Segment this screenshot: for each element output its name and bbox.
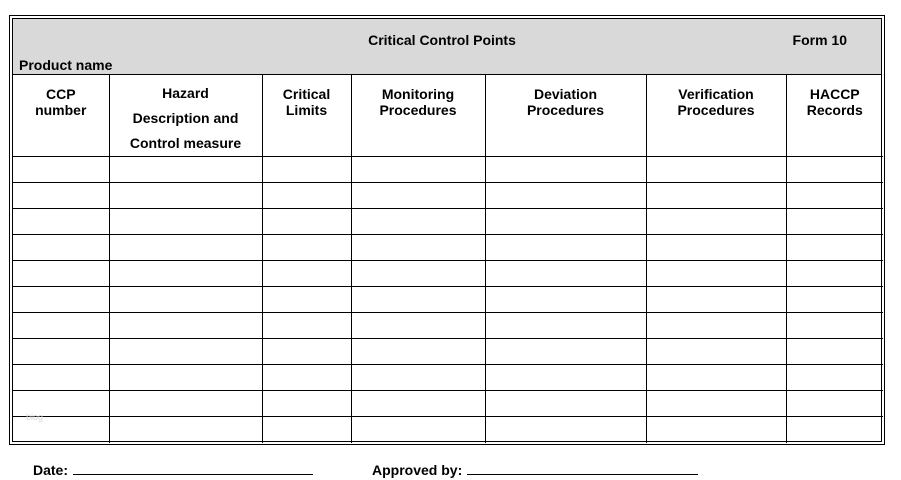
table-cell[interactable] <box>786 417 883 443</box>
table-row <box>13 339 883 365</box>
form-number: Form 10 <box>792 32 847 48</box>
table-cell[interactable] <box>13 261 109 287</box>
table-cell[interactable] <box>109 417 262 443</box>
table-cell[interactable] <box>485 365 646 391</box>
table-cell[interactable] <box>786 339 883 365</box>
table-cell[interactable] <box>485 417 646 443</box>
table-cell[interactable] <box>485 261 646 287</box>
table-cell[interactable] <box>786 235 883 261</box>
table-cell[interactable] <box>646 183 786 209</box>
table-cell[interactable] <box>351 339 485 365</box>
table-cell[interactable] <box>109 183 262 209</box>
table-cell[interactable] <box>262 235 351 261</box>
form-title: Critical Control Points <box>368 32 516 48</box>
ccp-table <box>13 75 883 443</box>
table-cell[interactable] <box>262 157 351 183</box>
table-cell[interactable] <box>262 183 351 209</box>
table-cell[interactable] <box>109 365 262 391</box>
table-cell[interactable] <box>351 287 485 313</box>
table-header-row <box>13 75 883 157</box>
table-cell[interactable] <box>13 183 109 209</box>
table-cell[interactable] <box>13 339 109 365</box>
table-cell[interactable] <box>485 209 646 235</box>
table-cell[interactable] <box>13 235 109 261</box>
table-cell[interactable] <box>646 157 786 183</box>
table-cell[interactable] <box>262 339 351 365</box>
table-row <box>13 209 883 235</box>
table-cell[interactable] <box>262 391 351 417</box>
approved-by-line[interactable] <box>467 460 698 475</box>
table-cell[interactable] <box>109 235 262 261</box>
table-cell[interactable] <box>109 339 262 365</box>
table-cell[interactable] <box>485 287 646 313</box>
watermark: blog <box>26 412 44 422</box>
column-header-critical-limits: Critical Limits <box>262 75 351 157</box>
table-body <box>13 157 883 443</box>
table-row <box>13 365 883 391</box>
table-cell[interactable] <box>485 183 646 209</box>
approved-by-label: Approved by: <box>372 462 463 478</box>
table-cell[interactable] <box>13 157 109 183</box>
table-cell[interactable] <box>485 339 646 365</box>
table-cell[interactable] <box>786 287 883 313</box>
table-cell[interactable] <box>485 157 646 183</box>
column-header-hazard: Hazard Description and Control measure <box>109 75 262 157</box>
table-cell[interactable] <box>646 339 786 365</box>
table-cell[interactable] <box>262 287 351 313</box>
table-cell[interactable] <box>351 183 485 209</box>
table-cell[interactable] <box>109 313 262 339</box>
table-cell[interactable] <box>646 261 786 287</box>
table-cell[interactable] <box>646 235 786 261</box>
date-label: Date: <box>33 462 69 478</box>
table-cell[interactable] <box>262 365 351 391</box>
table-cell[interactable] <box>351 365 485 391</box>
table-cell[interactable] <box>262 261 351 287</box>
table-cell[interactable] <box>646 417 786 443</box>
table-cell[interactable] <box>13 365 109 391</box>
table-cell[interactable] <box>13 209 109 235</box>
table-cell[interactable] <box>646 313 786 339</box>
table-cell[interactable] <box>109 261 262 287</box>
table-cell[interactable] <box>646 209 786 235</box>
table-cell[interactable] <box>351 313 485 339</box>
column-header-deviation: Deviation Procedures <box>485 75 646 157</box>
table-cell[interactable] <box>262 209 351 235</box>
table-row <box>13 417 883 443</box>
table-cell[interactable] <box>786 157 883 183</box>
table-row <box>13 157 883 183</box>
table-cell[interactable] <box>262 313 351 339</box>
table-cell[interactable] <box>109 287 262 313</box>
table-cell[interactable] <box>786 313 883 339</box>
table-cell[interactable] <box>786 209 883 235</box>
table-cell[interactable] <box>786 183 883 209</box>
table-cell[interactable] <box>485 313 646 339</box>
date-field <box>33 460 313 478</box>
ccp-form <box>12 18 882 442</box>
table-cell[interactable] <box>262 417 351 443</box>
table-cell[interactable] <box>485 391 646 417</box>
table-row <box>13 235 883 261</box>
column-header-monitoring: Monitoring Procedures <box>351 75 485 157</box>
table-cell[interactable] <box>109 209 262 235</box>
table-cell[interactable] <box>351 391 485 417</box>
form-header <box>13 19 881 75</box>
table-cell[interactable] <box>786 391 883 417</box>
table-cell[interactable] <box>786 365 883 391</box>
table-cell[interactable] <box>351 157 485 183</box>
column-header-ccp-number: CCP number <box>13 75 109 157</box>
column-header-verification: Verification Procedures <box>646 75 786 157</box>
table-cell[interactable] <box>351 235 485 261</box>
table-row <box>13 261 883 287</box>
table-cell[interactable] <box>109 391 262 417</box>
table-cell[interactable] <box>786 261 883 287</box>
table-cell[interactable] <box>646 365 786 391</box>
table-cell[interactable] <box>13 313 109 339</box>
table-row <box>13 391 883 417</box>
table-cell[interactable] <box>351 417 485 443</box>
table-cell[interactable] <box>13 287 109 313</box>
table-cell[interactable] <box>485 235 646 261</box>
date-line[interactable] <box>73 460 313 475</box>
column-header-haccp-records: HACCP Records <box>786 75 883 157</box>
table-cell[interactable] <box>646 287 786 313</box>
table-row <box>13 313 883 339</box>
product-name-label: Product name <box>19 57 113 73</box>
table-cell[interactable] <box>646 391 786 417</box>
table-row <box>13 183 883 209</box>
table-cell[interactable] <box>351 209 485 235</box>
table-row <box>13 287 883 313</box>
table-cell[interactable] <box>351 261 485 287</box>
table-cell[interactable] <box>109 157 262 183</box>
approved-by-field <box>372 460 698 478</box>
